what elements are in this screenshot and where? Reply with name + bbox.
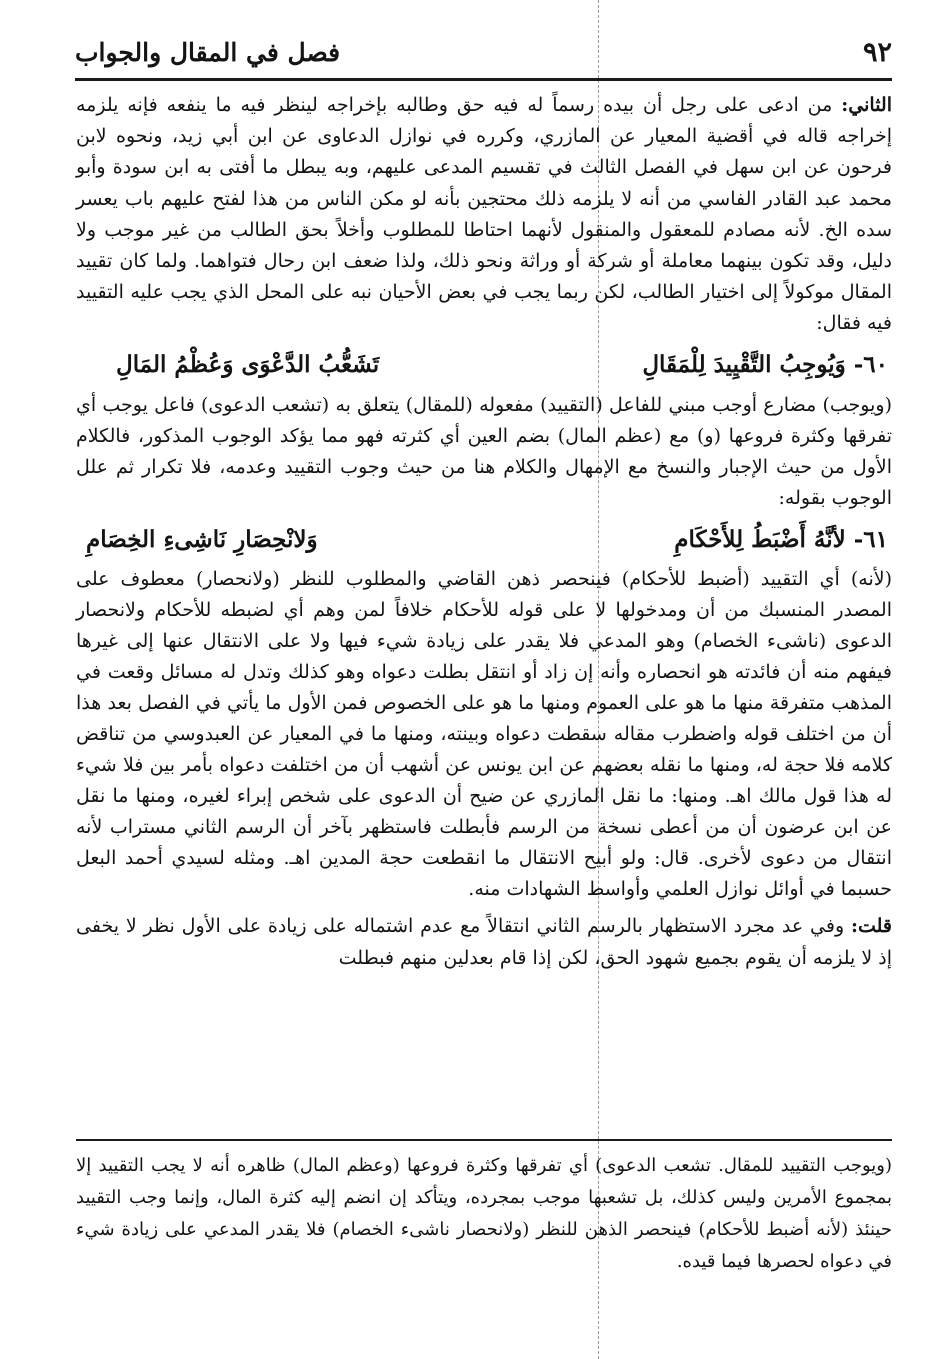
verse-60 (76, 340, 892, 390)
verse-60-first-half: ٦٠- وَيُوجِبُ التَّقْيِيدَ لِلْمَقَالِ (642, 351, 888, 379)
paragraph-second-case (76, 90, 892, 340)
verse-61-first-half: ٦١- لأنَّهُ أَضْبَطُ لِلأَحْكَامِ (674, 525, 888, 553)
verse-61 (76, 514, 892, 564)
footnote-rule (76, 1139, 892, 1141)
header-rule (75, 78, 892, 81)
paragraph-text: وفي عد مجرد الاستظهار بالرسم الثاني انتقالاً مع عدم اشتماله على زيادة على الأول نظر لا يخفى إذ لا يلزمه أن يقوم بجميع شهود الحق، لكن إذا قام بعدلين منهم فبطلت (76, 915, 892, 969)
verse-60-second-half: تَشَعُّبُ الدَّعْوَى وَعُظْمُ المَالِ (116, 351, 380, 379)
main-text (76, 90, 892, 974)
footnote (76, 1150, 892, 1278)
paragraph-lead: الثاني: (841, 94, 892, 116)
paragraph-qultu (76, 911, 892, 973)
paragraph-lead: قلت: (850, 915, 892, 938)
footnote-text: (ويوجب التقييد للمقال. تشعب الدعوى) أي تفرقها وكثرة فروعها (وعظم المال) ظاهره أنه لا يجب التقييد إلا بمجموع الأمرين وليس كذلك، بل تشعبها موجب بمجرده، ويتأكد إن انضم إليه كثرة المال، وإنما وجب التقييد حينئذ (لأنه أضبط للأحكام) فينحصر الذهن للنظر (ولانحصار ناشىء الخصام) فلا يقدر المدعي على زيادة شيء في دعواه لحصرها فيما قيده. (76, 1155, 892, 1272)
page-number: ٩٢ (862, 36, 892, 68)
paragraph-verse-61-commentary: (لأنه) أي التقييد (أضبط للأحكام) فينحصر ذهن القاضي والمطلوب للنظر (ولانحصار) معطوف على المصدر المنسبك من أن ومدخولها لا على قوله للأحكام خلافاً لمن وهم أي لضبطه للأحكام ولانحصار الدعوى (ناشىء الخصام) وهو المدعي فلا يقدر على زيادة شيء فيها ولا على الانتقال عنها إلى غيرها فيفهم منه أن فائدته هو انحصاره وأنه إن زاد أو انتقل بطلت دعواه وهو كذلك وتدل له مسائل وقعت في المذهب متفرقة منها ما هو على العموم ومنها ما هو على الخصوص فمن الأول ما يأتي في الفصل بعد هذا أن من اختلف قوله واضطرب مقاله سقطت دعواه وبينته، ومنها ما في المعيار عن العبدوسي من تناقض كلامه فلا حجة له، ومنها ما نقله بعضهم عن ابن يونس عن أشهب أن من اختلفت دعواه بأمر بين فلا شيء له هذا قول مالك اهـ. ومنها: ما نقل المازري عن ضيح أن الدعوى على شخص إبراء لغيره، ومنها ما نقل عن ابن عرضون أن من أعطى نسخة من الرسم فأبطلت فاستظهر بآخر أن الرسم الثاني مستراب لأنه انتقال من دعوى لأخرى. قال: ولو أبيح الانتقال ما انقطعت حجة المدين اهـ. ومثله لسيدي أحمد البعل حسبما في أوائل نوازل العلمي وأواسط الشهادات منه. (76, 568, 892, 901)
paragraph-text: من ادعى على رجل أن بيده رسماً له فيه حق وطالبه بإخراجه لينظر فيه ما ينفعه فإنه يلزمه إخراجه قاله في أقضية المعيار عن المازري، وكرره في نوازل الدعاوى عن ابن أبي زيد، ونحوه لابن فرحون عن ابن سهل في الفصل الثالث في تقسيم المدعى عليهم، وبه يبطل ما أفتى به ابن سودة وأبو محمد عبد القادر الفاسي من أنه لا يلزمه ذلك محتجين بأنه لو مكن الناس من هذا لفتح عليهم باب يعسر سده الخ. لأنه مصادم للمعقول والمنقول لأنهما احتاطا للمطلوب وأخلاً بحق الطالب من غير موجب ولا دليل، وقد تكون بينهما معاملة أو شركة أو وراثة ونحو ذلك، ولذا ضعف ابن رحال فتواهما. ولما كان تقييد المقال موكولاً إلى اختيار الطالب، لكن ربما يجب في بعض الأحيان نبه على المحل الذي يجب عليه التقييد فيه فقال: (76, 94, 892, 335)
page-header (75, 32, 892, 72)
running-title: فصل في المقال والجواب (75, 37, 341, 67)
paragraph-verse-60-commentary: (ويوجب) مضارع أوجب مبني للفاعل (التقييد) مفعوله (للمقال) يتعلق به (تشعب الدعوى) فاعل يوجب أي تفرقها وكثرة فروعها (و) مع (عظم المال) بضم العين أي كثرته فهو مما يؤكد الوجوب المذكور، فالكلام الأول من حيث الإجبار والنسخ مع الإمهال والكلام هنا من حيث وجوب التقييد وعدمه، فلا تكرار ثم علل الوجوب بقوله: (76, 393, 892, 510)
verse-61-second-half: وَلانْحِصَارِ نَاشِىءِ الخِصَامِ (86, 525, 318, 553)
